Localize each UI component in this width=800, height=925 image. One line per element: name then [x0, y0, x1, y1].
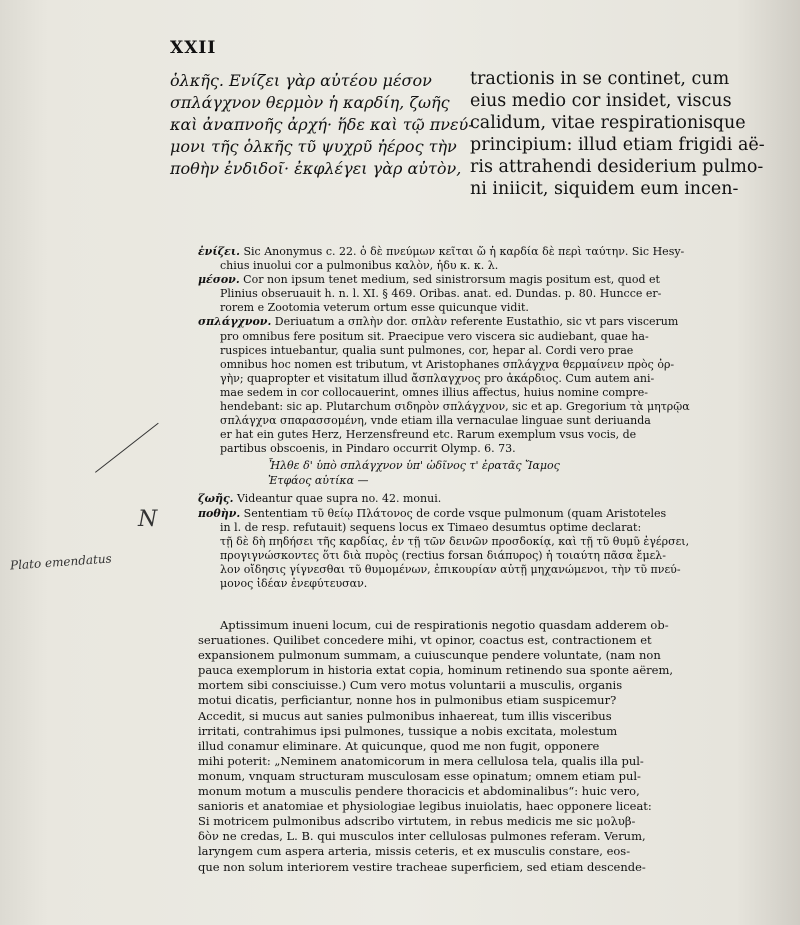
paragraph-line: seruationes. Quilibet concedere mihi, vt opinor, coactus est, contractionem et	[198, 633, 652, 648]
note-line	[198, 400, 763, 414]
paragraph-line: mortem sibi consciuisse.) Cum vero motus voluntarii a musculis, organis	[198, 678, 623, 693]
note-text: chius inuolui cor a pulmonibus καλὸν, ἡδυ κ. κ. λ.	[220, 259, 499, 273]
greek-line: ὁλκῆς. Ενίζει γὰρ αὐτέου μέσον	[170, 71, 432, 90]
latin-line: ris attrahendi desiderium pulmo-	[470, 157, 764, 177]
note-text: in l. de resp. refutauit) sequens locus ex Timaeo desumtus optime declarat:	[220, 520, 642, 534]
note-lemma: σπλάγχνον.	[198, 315, 272, 329]
note-text: er hat ein gutes Herz, Herzensfreund etc. Rarum exemplum vsus vocis, de	[220, 428, 637, 442]
greek-line: ποθὴν ἐνδιδοῖ· ἐκφλέγει γὰρ αὐτὸν,	[170, 159, 462, 178]
note-text: Cor non ipsum tenet medium, sed sinistrorsum magis positum est, quod et	[239, 273, 660, 287]
note-text: προγιγνώσκοντες ὅτι διὰ πυρὸς (rectius forsan διάπυρος) ἡ τοιαύτη πᾶσα ἔμελ-	[220, 548, 666, 562]
note-line	[198, 535, 763, 549]
paragraph-line: monum motum a musculis pendere thoracicis et abdominalibus“: huic vero,	[198, 784, 640, 799]
pindar-quote-line: Ἐτφάος αὐτίκα —	[268, 474, 369, 488]
greek-line: σπλάγχνον θερμὸν ἡ καρδίη, ζωῆς	[170, 93, 450, 112]
note-text: mae sedem in cor collocauerint, omnes illius affectus, huius nomine compre-	[220, 385, 648, 399]
paragraph-line: que non solum interiorem vestire tracheae superficiem, sed etiam descende-	[198, 859, 646, 874]
note-line	[198, 386, 763, 400]
note-line	[198, 259, 763, 273]
note-lemma: ζωῆς.	[198, 492, 234, 506]
latin-line: tractionis in se continet, cum	[470, 69, 730, 89]
note-text: λον οἴδησις γίγνεσθαι τῦ θυμομένων, ἐπικουρίαν αὐτῇ μηχανώμενοι, τὴν τῦ πνεύ-	[220, 562, 681, 576]
latin-line: ni iniicit, siquidem eum incen-	[470, 179, 739, 199]
note-line	[198, 287, 763, 301]
note-text: omnibus hoc nomen est tributum, vt Aristophanes σπλάγχνα θερμαίνειν πρὸς ὀρ-	[220, 357, 675, 371]
paragraph-line: sanioris et anatomiae et physiologiae legibus inuiolatis, haec opponere liceat:	[198, 799, 652, 814]
note-text: Sic Anonymus c. 22. ὁ δὲ πνεύμων κεῖται ὥ ἡ καρδία δὲ περὶ ταύτην. Sic Hesy-	[240, 245, 685, 258]
note-text: Videantur quae supra no. 42. monui.	[233, 492, 442, 506]
latin-line: eius medio cor insidet, viscus	[470, 91, 732, 111]
greek-line: μονι τῆς ὁλκῆς τῦ ψυχρῦ ἠέρος τὴν	[170, 137, 457, 156]
note-line	[198, 492, 763, 506]
note-line	[198, 358, 763, 372]
note-text: γὴν; quapropter et visitatum illud ἄσπλαγχνος pro ἀκάρδιος. Cum autem ani-	[220, 371, 655, 385]
note-line	[198, 330, 763, 344]
note-line	[198, 344, 763, 358]
page-number: XXII	[170, 38, 217, 58]
note-lemma: ἐνίζει.	[198, 245, 240, 258]
footnotes-block	[198, 245, 763, 591]
paragraph-line: monum, vnquam structuram musculosam esse opinatum; omnem etiam pul-	[198, 768, 641, 783]
commentary-paragraph	[198, 618, 766, 875]
greek-line: καὶ ἀναπνοῆς ἀρχή· ἥδε καὶ τῷ πνεύ-	[170, 115, 474, 134]
note-text: pro omnibus fere positum sit. Praecipue vero viscera sic audiebant, quae ha-	[220, 329, 649, 343]
latin-line: calidum, vitae respirationisque	[470, 113, 746, 133]
paragraph-line: motui dicatis, perficiantur, nonne hos in pulmonibus etiam suspicemur?	[198, 693, 617, 708]
note-line	[198, 273, 763, 287]
note-text: Plinius obseruauit h. n. l. XI. § 469. Oribas. anat. ed. Dundas. p. 80. Hunccе er-	[220, 287, 662, 301]
paragraph-line: Aptissimum inueni locum, cui de respirationis negotio quasdam adderem ob-	[220, 618, 669, 632]
note-line	[198, 372, 763, 386]
note-text: σπλάγχνα σπαρασσομένη, vnde etiam illa vernaculae linguae sunt deriuanda	[220, 414, 651, 428]
note-line	[198, 414, 763, 428]
note-line	[198, 563, 763, 577]
paragraph-line: pauca exemplorum in historia extat copia, hominum retinendo sua sponte aërem,	[198, 663, 674, 678]
note-text: Sententiam τῦ θείῳ Πλάτονος de corde vsque pulmonum (quam Aristoteles	[240, 506, 667, 520]
note-line	[198, 301, 763, 315]
note-text: partibus obscoenis, in Pindaro occurrit Olymp. 6. 73.	[220, 442, 516, 456]
paragraph-line: expansionem pulmonum summam, a cuiuscunque pendere voluntate, (nam non	[198, 648, 661, 663]
note-text: Deriuatum a σπλὴν dor. σπλὰν referente Eustathio, sic vt pars viscerum	[271, 315, 679, 329]
paragraph-line: illud conamur eliminare. At quicunque, quod me non fugit, opponere	[198, 738, 600, 753]
note-line	[198, 521, 763, 535]
note-text: ruspices intuebantur, qualia sunt pulmones, cor, hepar al. Cordi vero prae	[220, 343, 634, 357]
margin-pen-stroke	[95, 423, 159, 473]
note-line	[198, 442, 763, 456]
note-line	[198, 428, 763, 442]
note-text: hendebant: sic ap. Plutarchum σιδηρὸν σπλάγχνον, sic et ap. Gregorium τὰ μητρῷα	[220, 400, 690, 414]
paragraph-line: Accedit, si mucus aut sanies pulmonibus inhaereat, tum illis visceribus	[198, 708, 612, 723]
paragraph-line: δὸν ne credas, L. B. qui musculos inter cellulosas pulmones referam. Verum,	[198, 829, 646, 844]
note-line	[198, 577, 763, 591]
note-text: τῇ δὲ δὴ πηδήσει τῆς καρδίας, ἐν τῇ τῶν δεινῶν προσδοκίᾳ, καὶ τῇ τῦ θυμῦ ἐγέρσει,	[220, 534, 690, 548]
paragraph-line: irritati, contrahimus ipsi pulmones, tussique a nobis excitata, molestum	[198, 723, 618, 738]
note-line	[198, 549, 763, 563]
paragraph-line: Si motricem pulmonibus adscribo virtutem, in rebus medicis me sic μολυβ-	[198, 814, 636, 829]
paragraph-line: mihi poterit: „Neminem anatomicorum in mera cellulosa tela, qualis illa pul-	[198, 753, 644, 768]
margin-mark: N	[138, 507, 158, 532]
pindar-quote-line: Ἦλθε δ' ὑπὸ σπλάγχνον ὑπ' ὠδῖνος τ' ἐρατᾶς Ἴαμος	[268, 459, 560, 473]
note-text: μονος ἰδέαν ἐνεφύτευσαν.	[220, 576, 368, 590]
latin-line: principium: illud etiam frigidi aë-	[470, 135, 765, 155]
note-text: rorem e Zootomia veterum ortum esse quicunque vidit.	[220, 301, 529, 315]
paragraph-line: laryngem cum aspera arteria, missis ceteris, et ex musculis constare, eos-	[198, 844, 631, 859]
note-lemma: ποθὴν.	[198, 506, 241, 520]
latin-translation-column	[470, 68, 770, 200]
handwritten-margin-note: Plato emendatus	[9, 551, 113, 573]
note-lemma: μέσον.	[198, 273, 240, 287]
note-line	[198, 245, 763, 259]
note-line	[198, 315, 763, 329]
note-line	[198, 507, 763, 521]
greek-text-column	[170, 70, 474, 180]
